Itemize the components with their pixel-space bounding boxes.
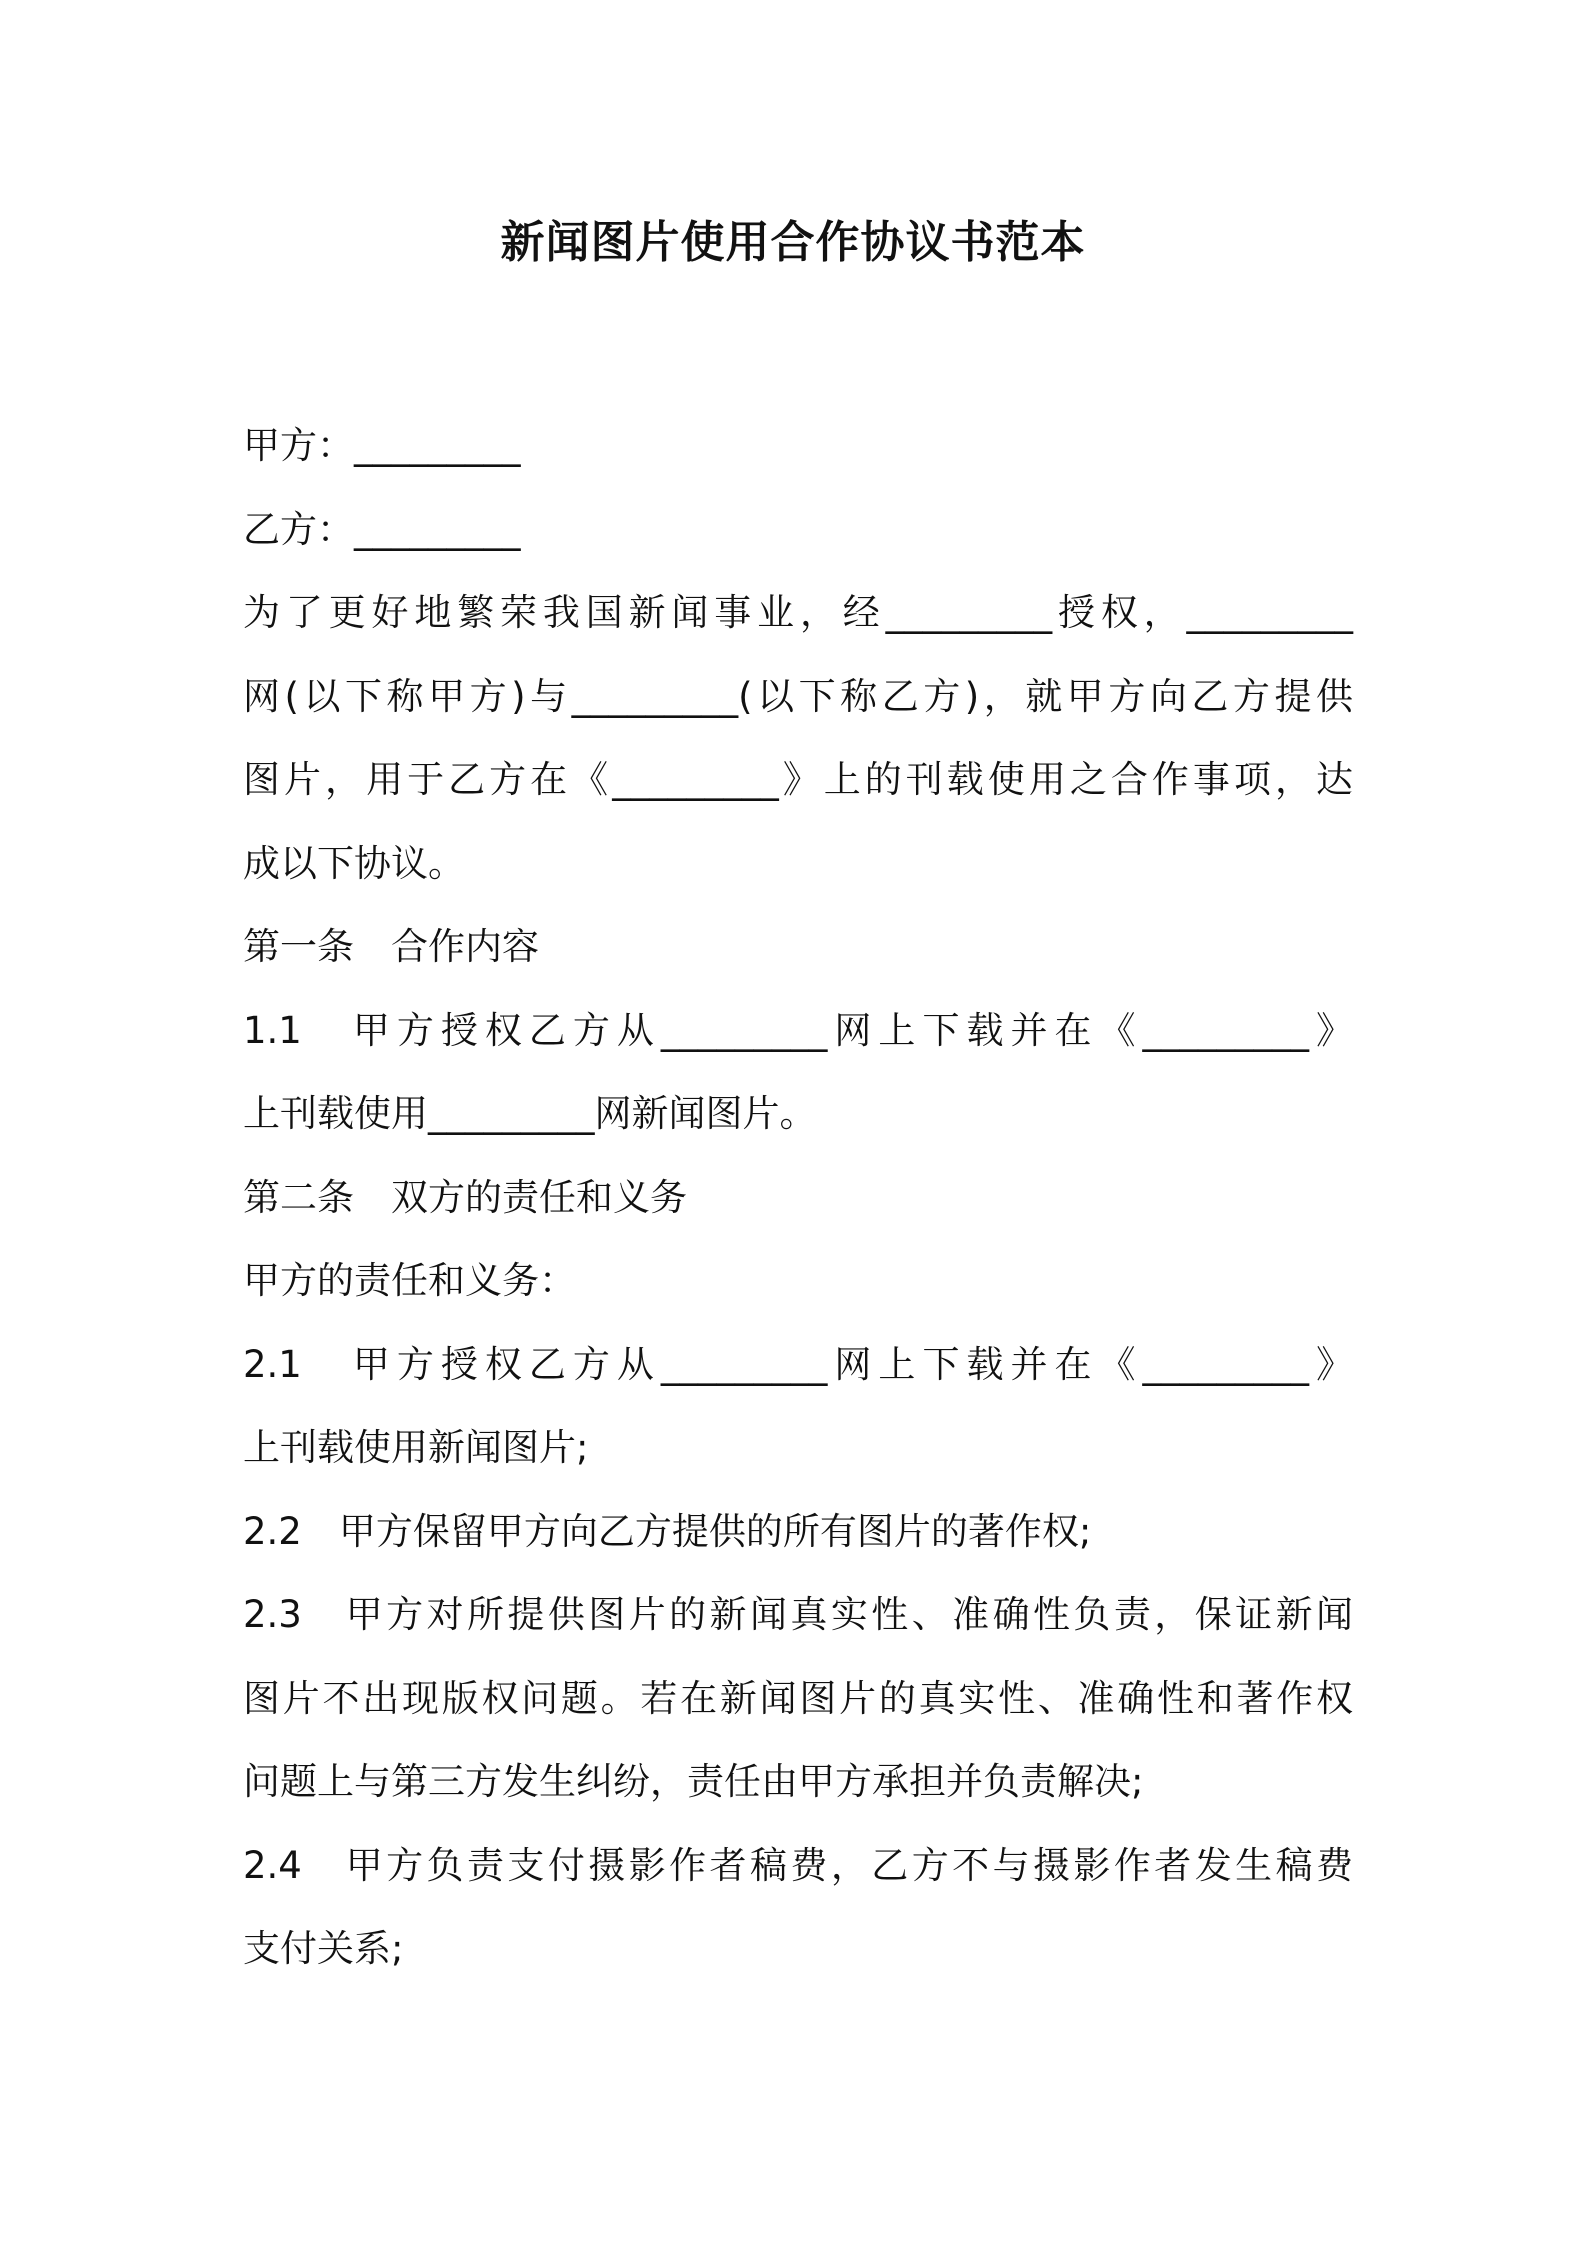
clause-line: 2.3 甲方对所提供图片的新闻真实性、准确性负责，保证新闻 <box>243 1593 1353 1636</box>
clause-line: 2.2 甲方保留甲方向乙方提供的所有图片的著作权; <box>243 1509 1092 1553</box>
document-title: 新闻图片使用合作协议书范本 <box>500 217 1086 268</box>
clause-line: 上刊载使用_________网新闻图片。 <box>243 1092 817 1135</box>
document-body <box>243 404 1353 1991</box>
clause-line: 图片不出现版权问题。若在新闻图片的真实性、准确性和著作权 <box>243 1676 1353 1720</box>
clause-line: 2.4 甲方负责支付摄影作者稿费，乙方不与摄影作者发生稿费 <box>243 1843 1353 1887</box>
party-a-line: 甲方：_________ <box>243 424 521 467</box>
party-b-line: 乙方：_________ <box>243 507 521 551</box>
clause-line: 上刊载使用新闻图片; <box>243 1426 589 1469</box>
clause-line: 支付关系; <box>243 1927 404 1970</box>
preamble-line: 图片，用于乙方在《_________》上的刊载使用之合作事项，达 <box>243 758 1353 801</box>
clause-line: 1.1 甲方授权乙方从_________网上下载并在《_________》 <box>243 1008 1353 1052</box>
clause-line: 2.1 甲方授权乙方从_________网上下载并在《_________》 <box>243 1342 1353 1386</box>
article-heading: 第二条 双方的责任和义务 <box>243 1175 687 1219</box>
article-heading: 第一条 合作内容 <box>243 925 539 968</box>
preamble-line: 为了更好地繁荣我国新闻事业，经_________授权，_________ <box>243 591 1353 634</box>
section-heading: 甲方的责任和义务： <box>243 1259 576 1302</box>
preamble-line: 成以下协议。 <box>243 841 465 885</box>
clause-line: 问题上与第三方发生纠纷，责任由甲方承担并负责解决; <box>243 1760 1144 1803</box>
preamble-line: 网(以下称甲方)与_________(以下称乙方)，就甲方向乙方提供 <box>243 674 1353 718</box>
